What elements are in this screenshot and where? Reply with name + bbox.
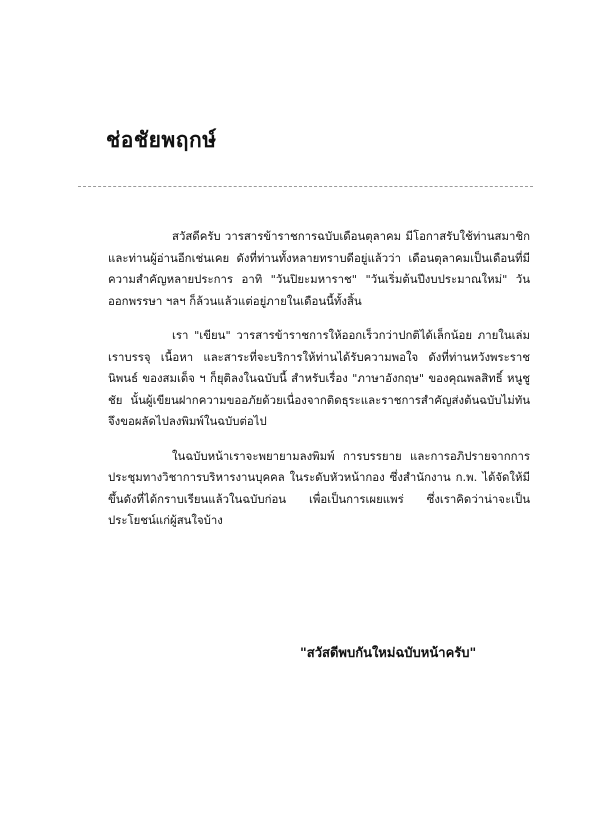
paragraph-3: ในฉบับหน้าเราจะพยายามลงพิมพ์ การบรรยาย และการอภิปรายจากการประชุมทางวิชาการบริหารงานบุคคล ในระดับหัวหน้ากอง ซึ่งสำนักงาน ก.พ. ได้จัดให้มีขึ้นดังที่ได้กราบเรียนแล้วในฉบับก่อน เพื่อเป็นการเผยแพร่ ซึ่งเราคิดว่าน่าจะเป็นประโยชน์แก่ผู้สนใจบ้าง [108, 448, 530, 527]
divider-line [78, 186, 533, 187]
paragraph-2: เรา "เขียน" วารสารข้าราชการให้ออกเร็วกว่าปกติได้เล็กน้อย ภายในเล่ม เราบรรจุ เนื้อหา และสาระที่จะบริการให้ท่านได้รับความพอใจ ดังที่ท่านหวังพระราชนิพนธ์ ของสมเด็จ ฯ ก็ยุติลงในฉบับนี้ สำหรับเรื่อง "ภาษาอังกฤษ" ของคุณพลสิทธิ์ หนูชูชัย นั้นผู้เขียนฝากความขออภัยด้วยเนื่องจากติดธุระและราชการสำคัญส่งต้นฉบับไม่ทัน จึงขอผลัดไปลงพิมพ์ในฉบับต่อไป [108, 328, 530, 428]
article-body [108, 226, 530, 545]
paragraph-1: สวัสดีครับ วารสารข้าราชการฉบับเดือนตุลาคม มีโอกาสรับใช้ท่านสมาชิกและท่านผู้อ่านอีกเช่นเคย ดังที่ท่านทั้งหลายทราบดีอยู่แล้วว่า เดือนตุลาคมเป็นเดือนที่มีความสำคัญหลายประการ อาทิ "วันปิยะมหาราช" "วันเริ่มต้นปีงบประมาณใหม่" วันออกพรรษา ฯลฯ ก็ล้วนแล้วแต่อยู่ภายในเดือนนี้ทั้งสิ้น [108, 229, 530, 308]
closing-signoff: "สวัสดีพบกันใหม่ฉบับหน้าครับ" [300, 646, 477, 661]
page-title: ช่อชัยพฤกษ์ [106, 127, 217, 152]
